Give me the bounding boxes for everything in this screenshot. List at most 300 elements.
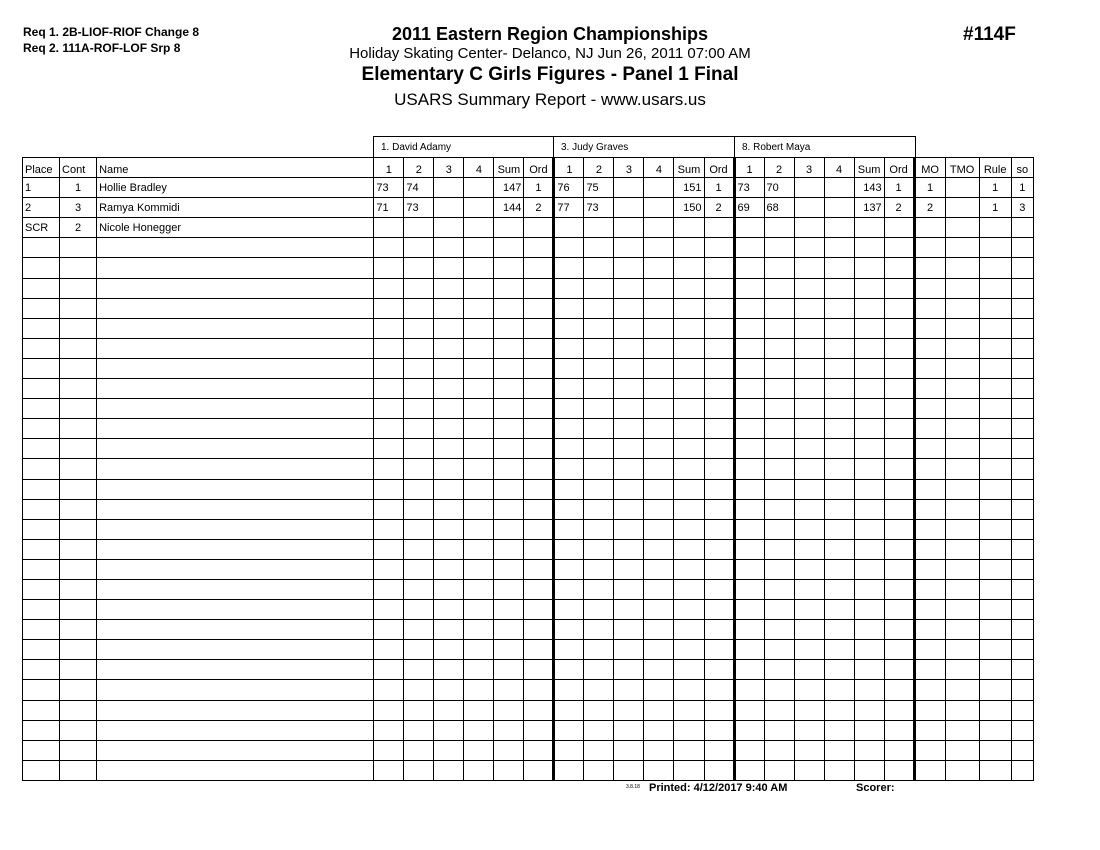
empty-cell (644, 519, 674, 539)
col-judge-score: 2 (404, 158, 434, 178)
empty-table-row (23, 760, 1034, 780)
empty-cell (23, 258, 60, 278)
empty-cell (674, 399, 704, 419)
empty-cell (914, 298, 945, 318)
empty-cell (734, 278, 764, 298)
empty-cell (979, 559, 1011, 579)
empty-cell (494, 338, 524, 358)
empty-cell (674, 258, 704, 278)
empty-cell (23, 419, 60, 439)
empty-cell (614, 519, 644, 539)
empty-cell (434, 539, 464, 559)
empty-cell (524, 519, 554, 539)
empty-cell (1011, 439, 1033, 459)
empty-cell (404, 660, 434, 680)
empty-cell (524, 338, 554, 358)
empty-cell (914, 660, 945, 680)
empty-cell (494, 760, 524, 780)
empty-cell (60, 379, 97, 399)
col-judge-score: 4 (644, 158, 674, 178)
empty-cell (824, 358, 854, 378)
empty-cell (374, 559, 404, 579)
empty-cell (494, 620, 524, 640)
empty-cell (60, 620, 97, 640)
empty-cell (584, 459, 614, 479)
score-cell (464, 218, 494, 238)
empty-cell (97, 358, 374, 378)
empty-cell (854, 600, 884, 620)
empty-cell (464, 338, 494, 358)
empty-cell (494, 499, 524, 519)
empty-cell (404, 559, 434, 579)
empty-cell (374, 760, 404, 780)
empty-cell (644, 419, 674, 439)
score-cell: 70 (764, 178, 794, 198)
empty-cell (404, 278, 434, 298)
empty-cell (614, 419, 644, 439)
empty-cell (734, 499, 764, 519)
empty-cell (614, 278, 644, 298)
score-cell (644, 178, 674, 198)
empty-cell (644, 680, 674, 700)
empty-cell (704, 379, 734, 399)
empty-cell (979, 338, 1011, 358)
empty-cell (734, 338, 764, 358)
empty-cell (824, 399, 854, 419)
empty-cell (434, 238, 464, 258)
empty-cell (824, 258, 854, 278)
empty-cell (764, 379, 794, 399)
empty-cell (374, 720, 404, 740)
empty-cell (584, 700, 614, 720)
empty-cell (1011, 660, 1033, 680)
empty-cell (524, 660, 554, 680)
empty-cell (824, 640, 854, 660)
empty-cell (464, 399, 494, 419)
col-judge-score: 3 (434, 158, 464, 178)
empty-cell (60, 399, 97, 419)
empty-cell (1011, 278, 1033, 298)
col-judge-sum: Sum (674, 158, 704, 178)
empty-cell (764, 238, 794, 258)
empty-cell (644, 358, 674, 378)
empty-cell (945, 660, 979, 680)
empty-cell (979, 700, 1011, 720)
empty-cell (764, 559, 794, 579)
empty-cell (674, 640, 704, 660)
empty-cell (524, 318, 554, 338)
empty-cell (464, 720, 494, 740)
empty-cell (734, 620, 764, 640)
mo-cell: 1 (914, 178, 945, 198)
empty-cell (584, 720, 614, 740)
empty-cell (60, 519, 97, 539)
requirement-1: Req 1. 2B-LIOF-RIOF Change 8 (23, 25, 200, 39)
empty-cell (97, 439, 374, 459)
empty-table-row (23, 439, 1034, 459)
empty-cell (764, 459, 794, 479)
empty-cell (524, 620, 554, 640)
empty-cell (1011, 379, 1033, 399)
score-cell: 77 (554, 198, 584, 218)
score-cell: 76 (554, 178, 584, 198)
empty-cell (945, 258, 979, 278)
empty-cell (644, 700, 674, 720)
empty-cell (704, 298, 734, 318)
empty-cell (854, 760, 884, 780)
empty-cell (979, 660, 1011, 680)
empty-table-row (23, 700, 1034, 720)
empty-cell (554, 439, 584, 459)
empty-cell (914, 700, 945, 720)
empty-cell (494, 720, 524, 740)
empty-cell (979, 419, 1011, 439)
empty-cell (644, 459, 674, 479)
score-cell (374, 218, 404, 238)
empty-cell (23, 640, 60, 660)
empty-cell (464, 278, 494, 298)
empty-cell (979, 379, 1011, 399)
empty-cell (464, 680, 494, 700)
empty-cell (794, 660, 824, 680)
empty-cell (554, 419, 584, 439)
empty-cell (945, 459, 979, 479)
score-cell: 74 (404, 178, 434, 198)
empty-cell (884, 419, 914, 439)
empty-cell (884, 298, 914, 318)
empty-cell (374, 238, 404, 258)
empty-cell (60, 318, 97, 338)
empty-cell (945, 238, 979, 258)
empty-cell (794, 439, 824, 459)
empty-cell (945, 620, 979, 640)
empty-cell (1011, 519, 1033, 539)
empty-cell (945, 318, 979, 338)
empty-cell (554, 459, 584, 479)
empty-cell (374, 499, 404, 519)
empty-cell (945, 519, 979, 539)
empty-cell (979, 640, 1011, 660)
empty-cell (674, 680, 704, 700)
empty-cell (914, 760, 945, 780)
empty-cell (524, 439, 554, 459)
score-cell (614, 178, 644, 198)
empty-cell (614, 298, 644, 318)
empty-cell (884, 479, 914, 499)
tmo-cell (945, 218, 979, 238)
empty-cell (584, 559, 614, 579)
empty-table-row (23, 539, 1034, 559)
empty-cell (764, 439, 794, 459)
empty-cell (60, 258, 97, 278)
empty-cell (584, 539, 614, 559)
name-cell: Hollie Bradley (97, 178, 374, 198)
empty-cell (60, 640, 97, 660)
empty-cell (464, 258, 494, 278)
empty-cell (614, 660, 644, 680)
empty-cell (494, 379, 524, 399)
empty-cell (914, 740, 945, 760)
empty-cell (434, 439, 464, 459)
empty-cell (854, 559, 884, 579)
empty-cell (884, 258, 914, 278)
empty-cell (23, 459, 60, 479)
empty-cell (734, 700, 764, 720)
sum-cell: 143 (854, 178, 884, 198)
empty-cell (97, 539, 374, 559)
empty-cell (23, 358, 60, 378)
empty-cell (794, 720, 824, 740)
event-division: Elementary C Girls Figures - Panel 1 Final (361, 64, 739, 85)
empty-cell (824, 419, 854, 439)
rule-cell: 1 (979, 178, 1011, 198)
sum-cell (674, 218, 704, 238)
empty-cell (60, 700, 97, 720)
empty-cell (494, 740, 524, 760)
empty-cell (404, 459, 434, 479)
empty-cell (644, 258, 674, 278)
empty-cell (854, 379, 884, 399)
empty-cell (764, 258, 794, 278)
empty-cell (23, 519, 60, 539)
empty-cell (704, 640, 734, 660)
empty-cell (494, 479, 524, 499)
name-cell: Ramya Kommidi (97, 198, 374, 218)
empty-table-row (23, 258, 1034, 278)
empty-cell (374, 479, 404, 499)
empty-cell (60, 680, 97, 700)
mo-cell (914, 218, 945, 238)
empty-cell (1011, 419, 1033, 439)
rule-cell (979, 218, 1011, 238)
col-judge-score: 2 (584, 158, 614, 178)
empty-cell (434, 700, 464, 720)
empty-cell (614, 680, 644, 700)
empty-cell (584, 238, 614, 258)
empty-cell (734, 740, 764, 760)
empty-cell (434, 459, 464, 479)
empty-cell (464, 479, 494, 499)
empty-cell (945, 338, 979, 358)
empty-cell (97, 620, 374, 640)
empty-cell (764, 579, 794, 599)
empty-cell (97, 379, 374, 399)
empty-cell (945, 298, 979, 318)
empty-cell (60, 419, 97, 439)
empty-cell (434, 660, 464, 680)
empty-cell (554, 680, 584, 700)
empty-cell (854, 660, 884, 680)
empty-cell (674, 439, 704, 459)
col-judge-score: 3 (614, 158, 644, 178)
score-cell: 71 (374, 198, 404, 218)
empty-cell (524, 579, 554, 599)
empty-table-row (23, 278, 1034, 298)
empty-cell (23, 660, 60, 680)
empty-cell (404, 399, 434, 419)
empty-cell (554, 479, 584, 499)
empty-cell (945, 479, 979, 499)
empty-cell (914, 559, 945, 579)
empty-cell (60, 358, 97, 378)
score-cell (434, 218, 464, 238)
empty-cell (434, 680, 464, 700)
empty-cell (734, 439, 764, 459)
empty-cell (554, 499, 584, 519)
empty-cell (854, 740, 884, 760)
empty-cell (764, 419, 794, 439)
empty-cell (644, 559, 674, 579)
empty-cell (614, 559, 644, 579)
empty-cell (824, 519, 854, 539)
empty-cell (794, 499, 824, 519)
empty-cell (494, 258, 524, 278)
empty-cell (554, 660, 584, 680)
empty-cell (945, 700, 979, 720)
empty-cell (704, 660, 734, 680)
empty-cell (644, 720, 674, 740)
score-cell (734, 218, 764, 238)
empty-cell (554, 379, 584, 399)
empty-cell (945, 559, 979, 579)
empty-cell (945, 720, 979, 740)
empty-cell (979, 439, 1011, 459)
empty-cell (824, 379, 854, 399)
empty-cell (554, 700, 584, 720)
empty-cell (734, 579, 764, 599)
empty-cell (584, 760, 614, 780)
empty-cell (914, 358, 945, 378)
empty-cell (404, 760, 434, 780)
empty-cell (23, 298, 60, 318)
empty-cell (584, 278, 614, 298)
empty-cell (884, 539, 914, 559)
empty-cell (794, 379, 824, 399)
empty-cell (464, 238, 494, 258)
empty-cell (979, 459, 1011, 479)
empty-cell (674, 740, 704, 760)
empty-cell (704, 700, 734, 720)
empty-cell (644, 660, 674, 680)
empty-cell (614, 579, 644, 599)
empty-cell (60, 559, 97, 579)
empty-cell (794, 258, 824, 278)
empty-cell (914, 379, 945, 399)
empty-cell (704, 579, 734, 599)
empty-cell (23, 539, 60, 559)
col-judge-ord: Ord (884, 158, 914, 178)
empty-cell (704, 499, 734, 519)
empty-cell (734, 479, 764, 499)
empty-cell (97, 459, 374, 479)
empty-cell (434, 760, 464, 780)
empty-cell (464, 358, 494, 378)
empty-cell (734, 600, 764, 620)
empty-cell (374, 579, 404, 599)
empty-cell (464, 660, 494, 680)
empty-cell (794, 358, 824, 378)
empty-cell (1011, 459, 1033, 479)
empty-cell (1011, 579, 1033, 599)
empty-cell (584, 620, 614, 640)
ord-cell: 1 (704, 178, 734, 198)
sum-cell (854, 218, 884, 238)
empty-cell (704, 278, 734, 298)
sum-cell: 137 (854, 198, 884, 218)
empty-cell (584, 579, 614, 599)
empty-cell (794, 459, 824, 479)
empty-cell (464, 318, 494, 338)
empty-cell (979, 278, 1011, 298)
empty-cell (584, 479, 614, 499)
empty-cell (1011, 499, 1033, 519)
empty-cell (979, 358, 1011, 378)
empty-cell (945, 379, 979, 399)
col-tmo: TMO (945, 158, 979, 178)
empty-cell (764, 620, 794, 640)
empty-cell (614, 459, 644, 479)
empty-cell (404, 740, 434, 760)
ord-cell: 2 (524, 198, 554, 218)
empty-cell (60, 579, 97, 599)
empty-cell (674, 379, 704, 399)
col-mo: MO (914, 158, 945, 178)
empty-cell (97, 318, 374, 338)
empty-cell (614, 399, 644, 419)
empty-cell (23, 499, 60, 519)
empty-cell (884, 399, 914, 419)
report-title: USARS Summary Report - www.usars.us (394, 90, 706, 109)
empty-cell (824, 479, 854, 499)
empty-cell (824, 720, 854, 740)
empty-cell (704, 439, 734, 459)
judge-1-header: 1. David Adamy (373, 136, 554, 157)
empty-cell (434, 318, 464, 338)
tmo-cell (945, 178, 979, 198)
table-row (23, 218, 1034, 238)
empty-cell (524, 680, 554, 700)
empty-cell (704, 338, 734, 358)
empty-cell (584, 318, 614, 338)
empty-cell (434, 499, 464, 519)
empty-cell (614, 640, 644, 660)
empty-cell (434, 298, 464, 318)
empty-cell (494, 700, 524, 720)
empty-cell (404, 298, 434, 318)
empty-cell (554, 640, 584, 660)
cont-cell: 2 (60, 218, 97, 238)
score-cell (764, 218, 794, 238)
empty-cell (584, 258, 614, 278)
empty-cell (674, 278, 704, 298)
empty-cell (884, 559, 914, 579)
col-cont: Cont (60, 158, 97, 178)
empty-cell (524, 760, 554, 780)
empty-cell (614, 700, 644, 720)
empty-cell (884, 499, 914, 519)
empty-cell (434, 740, 464, 760)
empty-cell (704, 479, 734, 499)
empty-cell (764, 298, 794, 318)
score-cell (644, 218, 674, 238)
tmo-cell (945, 198, 979, 218)
empty-cell (374, 419, 404, 439)
empty-cell (914, 579, 945, 599)
empty-cell (979, 298, 1011, 318)
empty-cell (404, 680, 434, 700)
empty-cell (434, 358, 464, 378)
empty-cell (404, 539, 434, 559)
